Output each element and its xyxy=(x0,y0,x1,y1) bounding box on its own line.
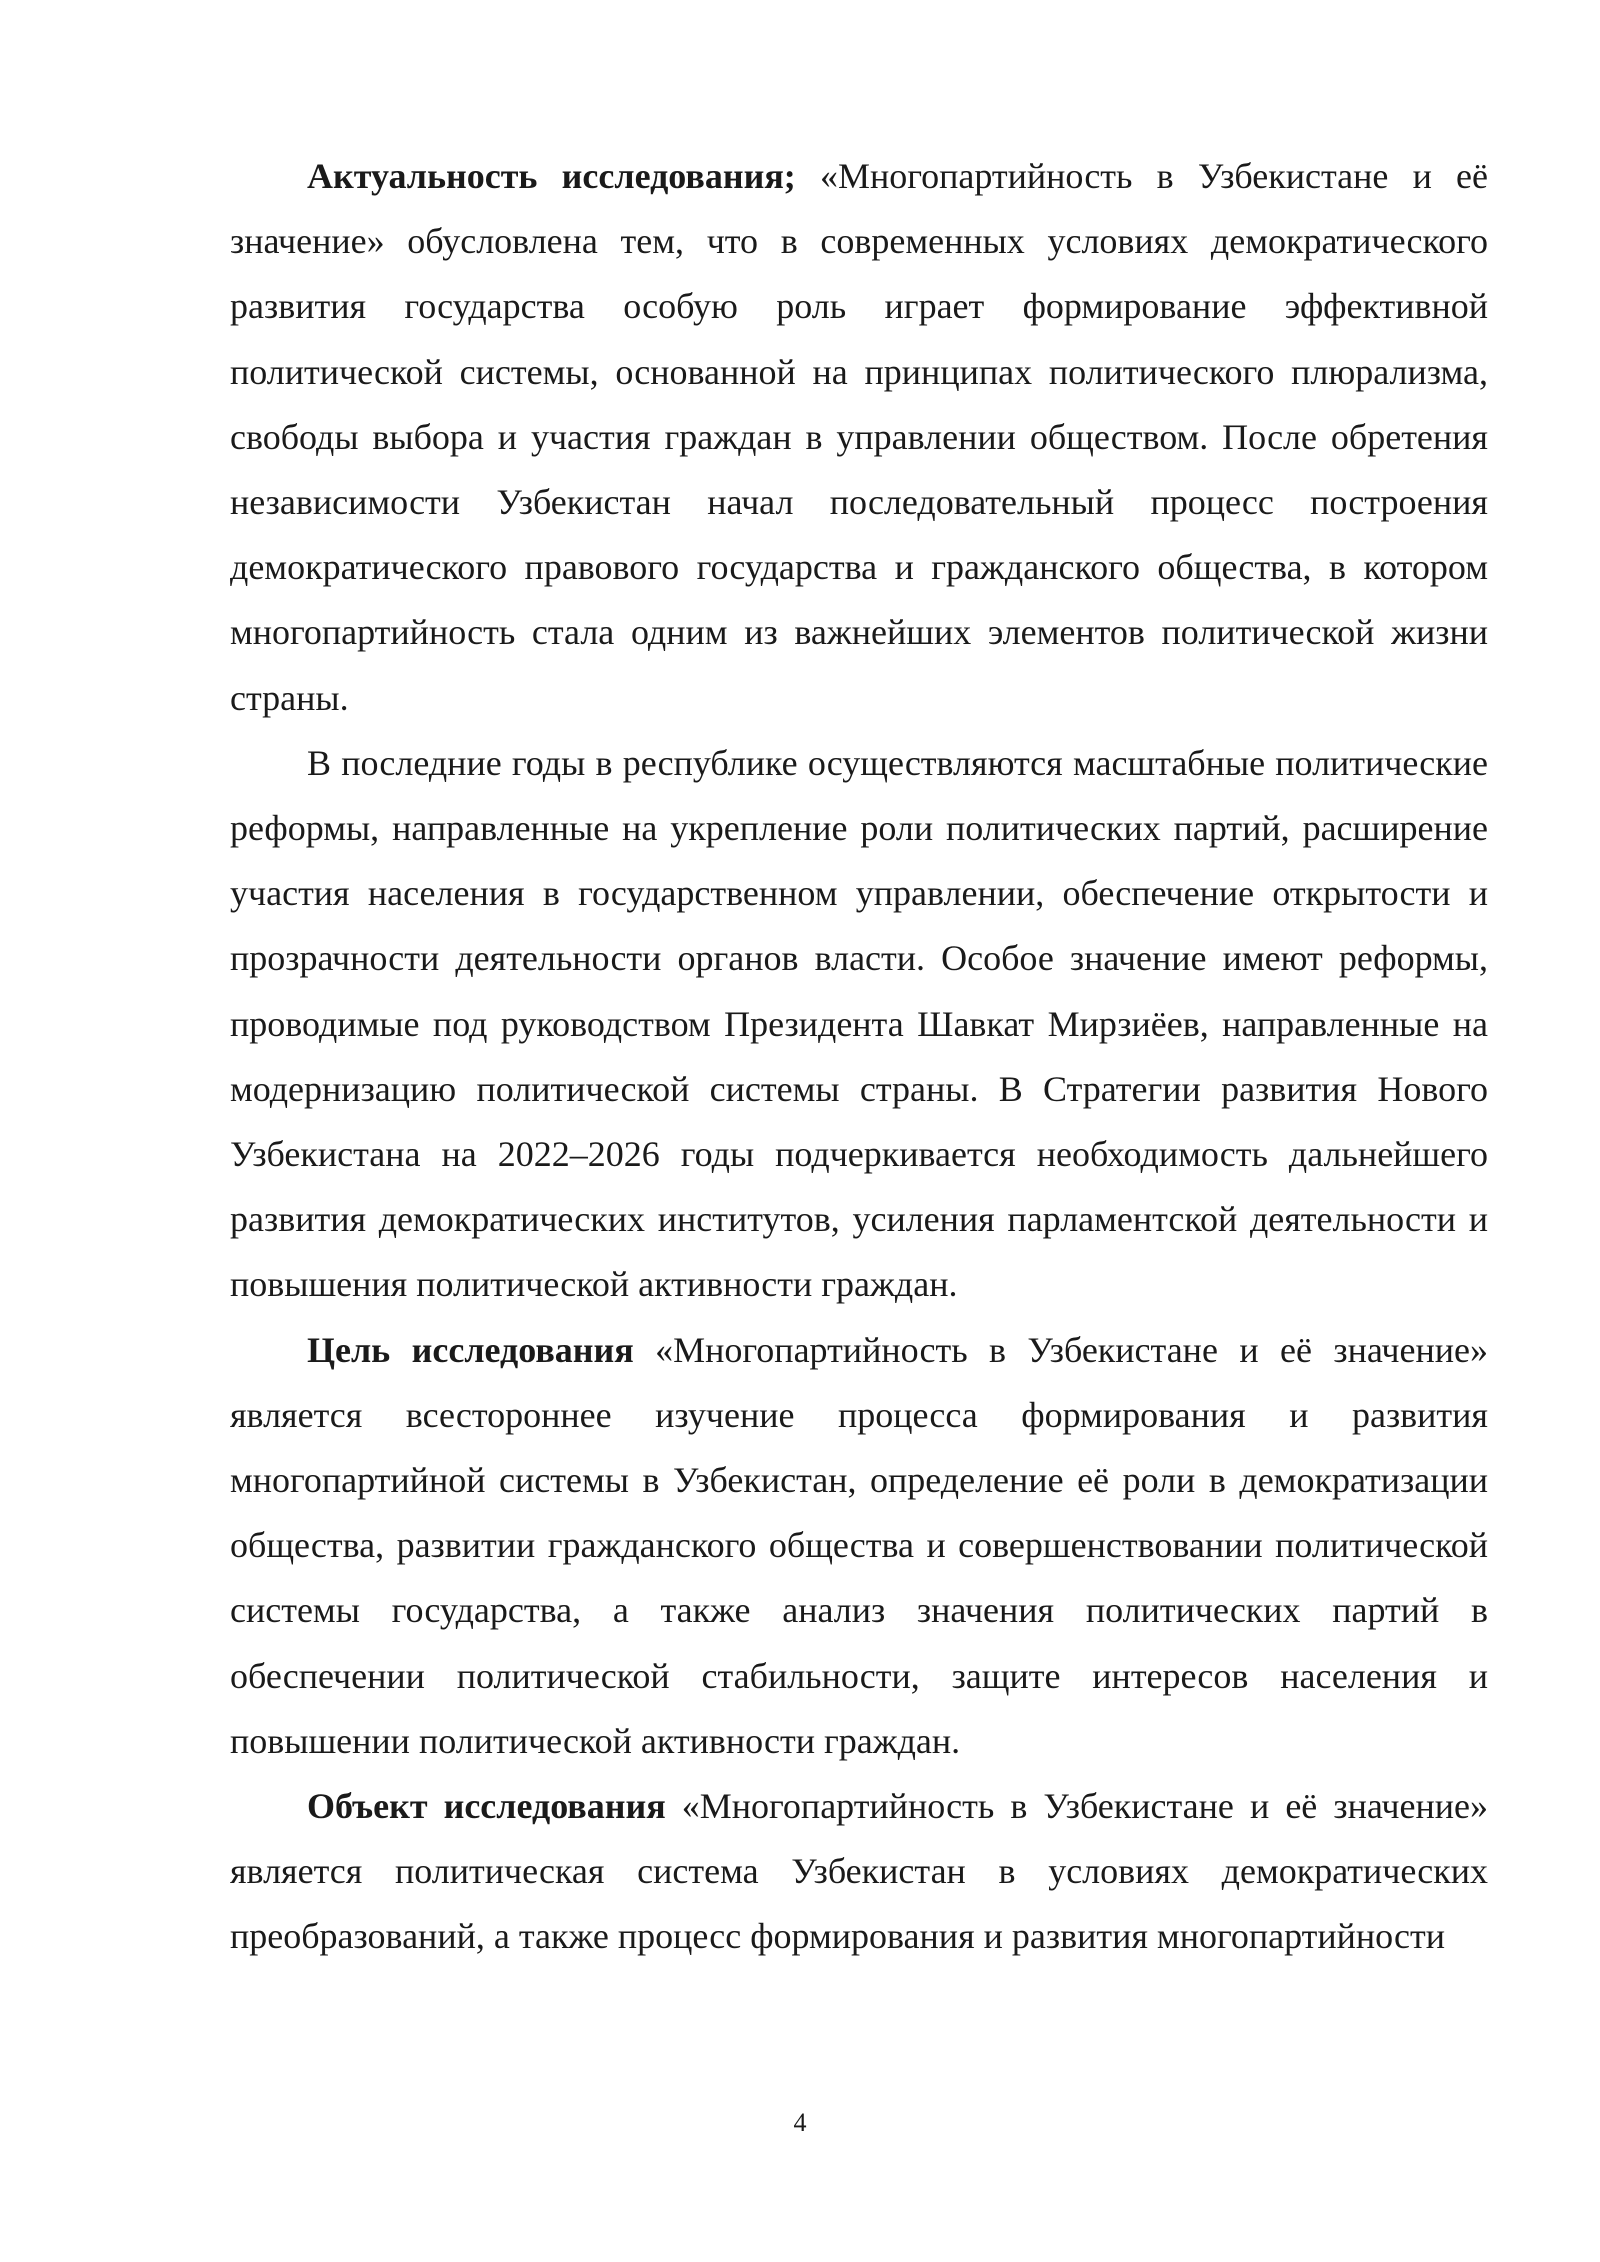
paragraph-text: «Многопартийность в Узбекистане и её значение» является всестороннее изучение процесса формирования и развития многопартийной системы в Узбекистан, определение её роли в демократизации общества, развитии гражданского общества и совершенствовании политической системы государства, а также анализ значения политических партий в обеспечении политической стабильности, защите интересов населения и повышении политической активности граждан. xyxy=(230,1329,1488,1761)
paragraph-goal xyxy=(230,1318,1488,1774)
paragraph-text: «Многопартийность в Узбекистане и её значение» обусловлена тем, что в современных условиях демократического развития государства особую роль играет формирование эффективной политической системы, основанной на принципах политического плюрализма, свободы выбора и участия граждан в управлении обществом. После обретения независимости Узбекистан начал последовательный процесс построения демократического правового государства и гражданского общества, в котором многопартийность стала одним из важнейших элементов политической жизни страны. xyxy=(230,156,1488,718)
paragraph-text: В последние годы в республике осуществляются масштабные политические реформы, направленные на укрепление роли политических партий, расширение участия населения в государственном управлении, обеспечение открытости и прозрачности деятельности органов власти. Особое значение имеют реформы, проводимые под руководством Президента Шавкат Мирзиёев, направленные на модернизацию политической системы страны. В Стратегии развития Нового Узбекистана на 2022–2026 годы подчеркивается необходимость дальнейшего развития демократических институтов, усиления парламентской деятельности и повышения политической активности граждан. xyxy=(230,742,1488,1305)
page-number: 4 xyxy=(793,2108,807,2137)
paragraph-text: «Многопартийность в Узбекистане и её значение» является политическая система Узбекистан в условиях демократических преобразований, а также процесс формирования и развития многопартийности xyxy=(230,1786,1488,1957)
paragraph-lead: Цель исследования xyxy=(307,1329,634,1370)
paragraph-reforms xyxy=(230,731,1488,1318)
paragraph-lead: Объект исследования xyxy=(307,1786,666,1827)
paragraph-lead: Актуальность исследования; xyxy=(307,156,796,196)
paragraph-object xyxy=(230,1774,1488,1970)
paragraph-relevance xyxy=(230,144,1488,731)
document-body xyxy=(230,144,1488,1970)
